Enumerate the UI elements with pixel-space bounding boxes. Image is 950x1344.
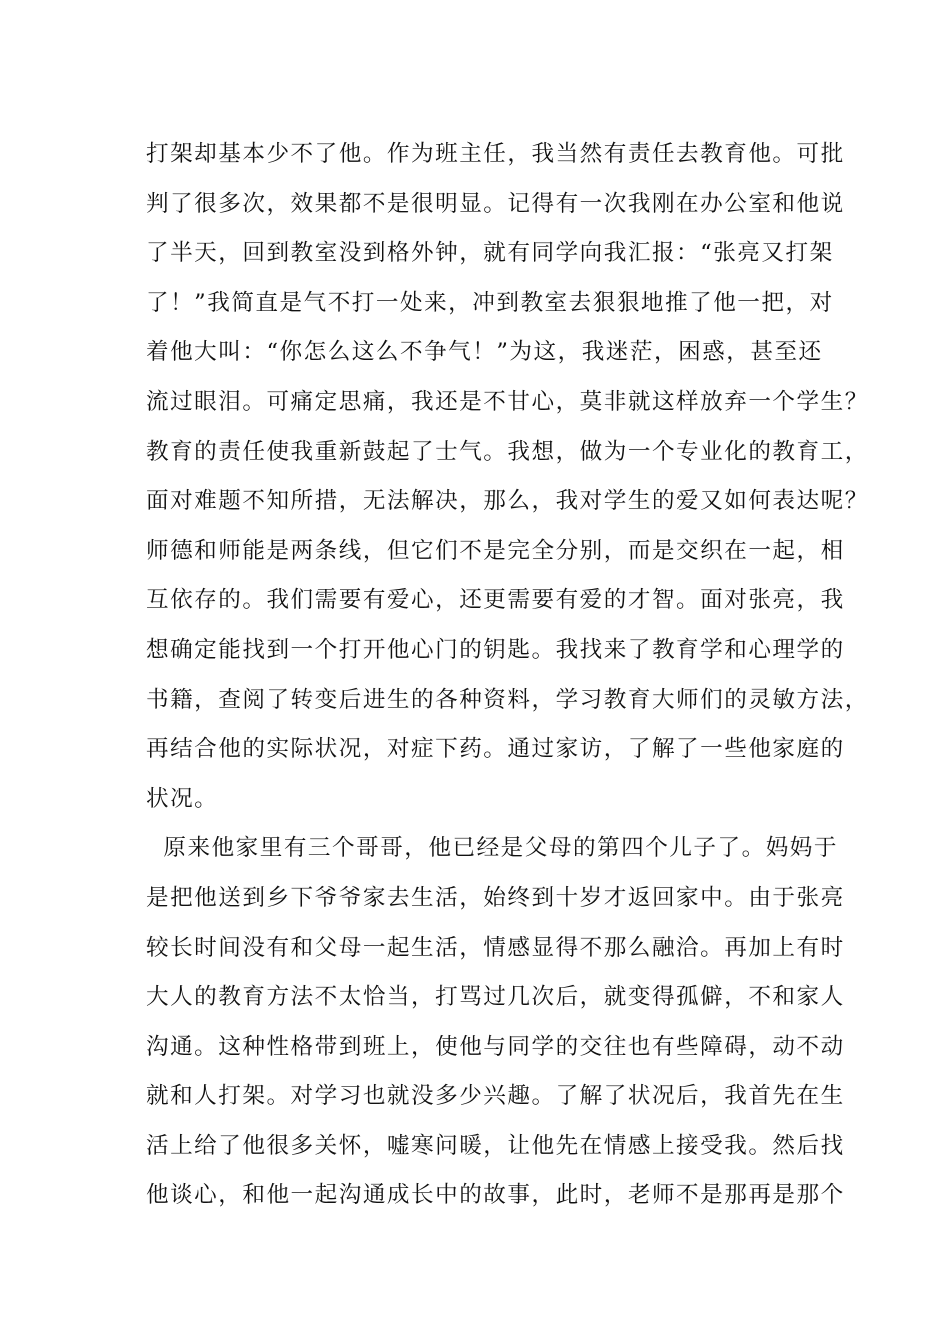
- text-line: 打架却基本少不了他。作为班主任，我当然有责任去教育他。可批: [146, 141, 845, 167]
- text-line: 教育的责任使我重新鼓起了士气。我想，做为一个专业化的教育工，: [146, 438, 869, 465]
- text-line: 着他大叫：“你怎么这么不争气！”为这，我迷茫，困惑，甚至还: [146, 339, 823, 366]
- text-line: 是把他送到乡下爷爷家去生活，始终到十岁才返回家中。由于张亮: [146, 884, 845, 911]
- text-line: 了！”我简直是气不打一处来，冲到教室去狠狠地推了他一把，对: [146, 289, 834, 316]
- text-line: 再结合他的实际状况，对症下药。通过家访，了解了一些他家庭的: [146, 736, 845, 763]
- text-line: 原来他家里有三个哥哥，他已经是父母的第四个儿子了。妈妈于: [146, 835, 838, 862]
- text-line: 面对难题不知所措，无法解决，那么，我对学生的爱又如何表达呢？: [146, 488, 869, 515]
- text-line: 就和人打架。对学习也就没多少兴趣。了解了状况后，我首先在生: [146, 1083, 845, 1110]
- paragraph: [146, 130, 869, 824]
- text-line: 较长时间没有和父母一起生活，情感显得不那么融洽。再加上有时: [146, 934, 845, 961]
- text-line: 沟通。这种性格带到班上，使他与同学的交往也有些障碍，动不动: [146, 1033, 845, 1060]
- text-line: 他谈心，和他一起沟通成长中的故事，此时，老师不是那再是那个: [146, 1182, 845, 1209]
- text-line: 判了很多次，效果都不是很明显。记得有一次我刚在办公室和他说: [146, 190, 845, 217]
- text-line: 大人的教育方法不太恰当，打骂过几次后，就变得孤僻，不和家人: [146, 984, 845, 1011]
- text-line: 想确定能找到一个打开他心门的钥匙。我找来了教育学和心理学的: [146, 636, 845, 663]
- text-line: 状况。: [146, 785, 219, 812]
- text-line: 了半天，回到教室没到格外钟，就有同学向我汇报：“张亮又打架: [146, 240, 834, 267]
- text-line: 活上给了他很多关怀，嘘寒问暖，让他先在情感上接受我。然后找: [146, 1132, 845, 1159]
- text-line: 流过眼泪。可痛定思痛，我还是不甘心，莫非就这样放弃一个学生？: [146, 388, 869, 415]
- text-line: 书籍，查阅了转变后进生的各种资料，学习教育大师们的灵敏方法，: [146, 686, 869, 713]
- text-line: 师德和师能是两条线，但它们不是完全分别，而是交织在一起，相: [146, 537, 845, 564]
- text-line: 互依存的。我们需要有爱心，还更需要有爱的才智。面对张亮，我: [146, 587, 845, 614]
- paragraph: [146, 824, 845, 1221]
- document-body: [146, 130, 869, 1221]
